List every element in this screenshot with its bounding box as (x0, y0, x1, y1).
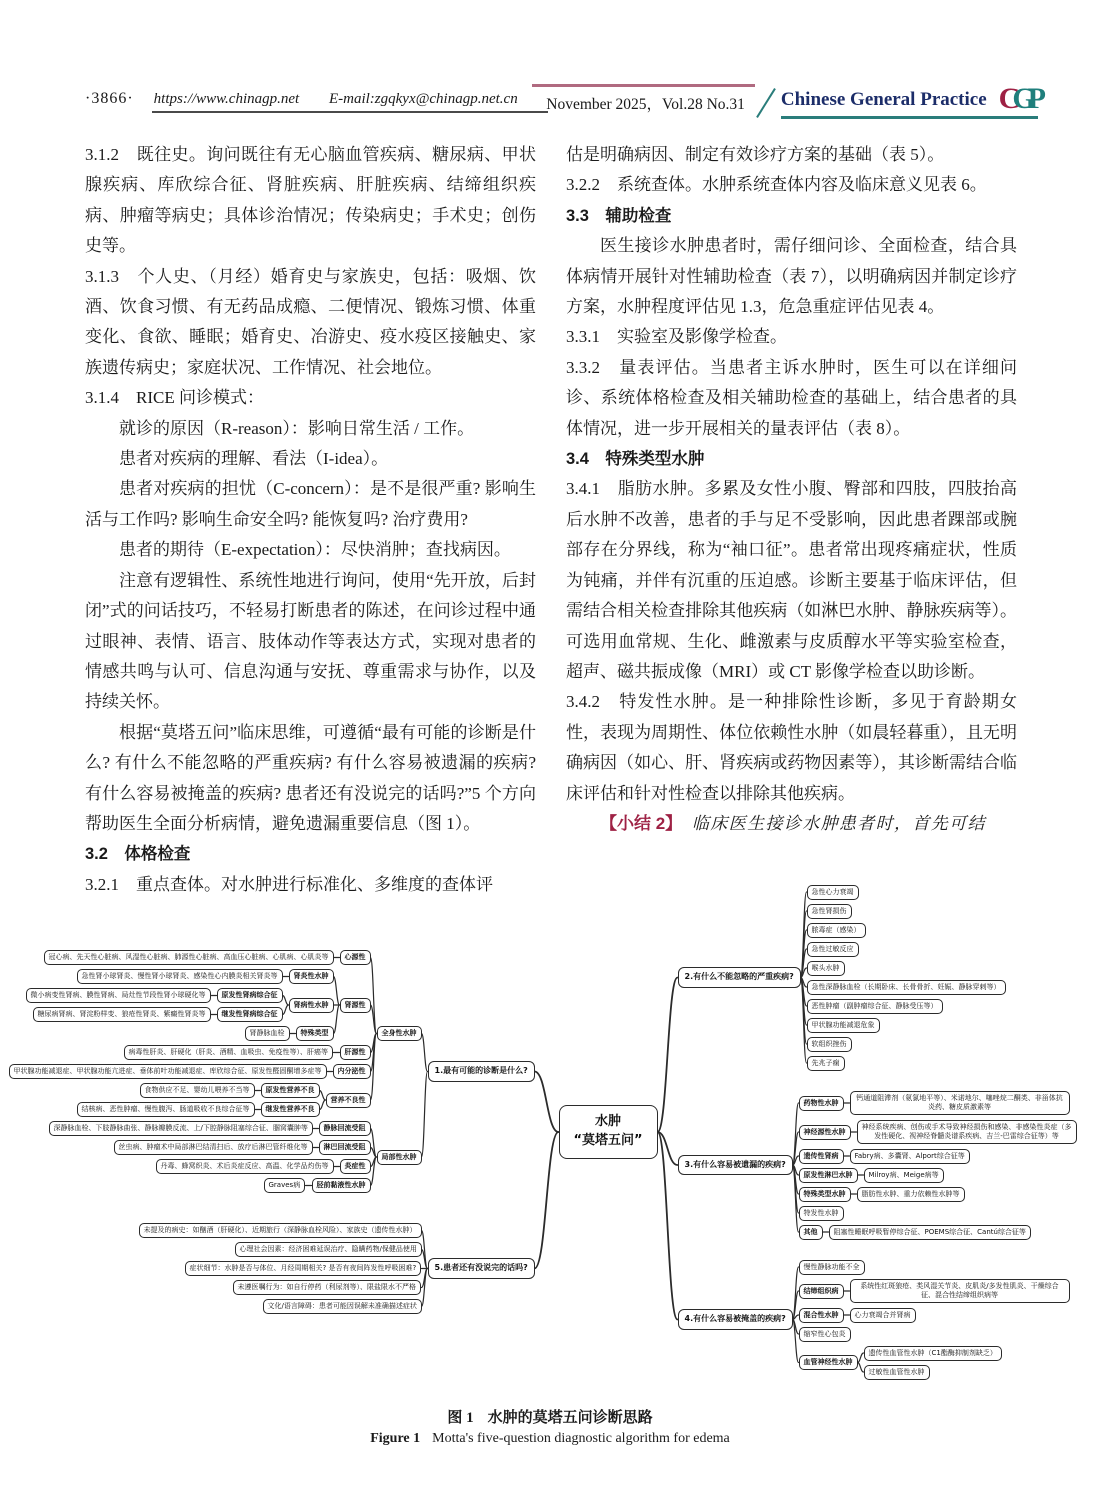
summary-text: 临床医生接诊水肿患者时，首先可结 (673, 813, 986, 833)
mindmap-center-line: “莫塔五问” (573, 1132, 643, 1148)
paragraph: 就诊的原因（R-reason）：影响日常生活 / 工作。 (119, 418, 475, 438)
figure-caption-zh-text: 水肿的莫塔五问诊断思路 (487, 1410, 653, 1426)
mindmap-category-node: 结缔组织病 (799, 1284, 844, 1299)
mindmap-leaf-node: 心理社会因素：经济困难延误治疗、隐瞒药物/保健品使用 (235, 1242, 422, 1257)
mindmap-leaf-node: 冠心病、先天性心脏病、风湿性心脏病、肺源性心脏病、高血压心脏病、心肌病、心肌炎等 (44, 950, 334, 965)
issue-info: November 2025，Vol.28 No.31 (532, 84, 755, 114)
mindmap-leaf-node: 遗传性血管性水肿（C1酯酶抑制剂缺乏） (864, 1346, 1002, 1361)
journal-logo-icon (999, 82, 1038, 115)
paragraph: 估是明确病因、制定有效诊疗方案的基础（表 5）。 (566, 145, 945, 164)
mindmap-category-node: 血管神经性水肿 (799, 1355, 858, 1370)
mindmap-leaf-node: 钙通道阻滞剂（氨氯地平等）、米诺地尔、噻唑烷二酮类、非甾体抗炎药、糖皮质激素等 (850, 1091, 1070, 1116)
mindmap-leaf-node: 系统性红斑狼疮、类风湿关节炎、皮肌炎/多发性肌炎、干燥综合征、混合性结缔组织病等 (850, 1279, 1070, 1304)
mindmap-category-node: 肝源性 (340, 1045, 371, 1060)
paragraph: 3.4.2 特发性水肿。是一种排除性诊断，多见于育龄期女性，表现为周期性、体位依赖性水肿（如晨轻暮重），且无明确病因（如心、肝、肾疾病或药物因素等），其诊断需结合临床评估和针对性检查以排除其他疾病。 (566, 692, 1017, 803)
mindmap-center-node (559, 1105, 658, 1159)
paragraph: 患者对疾病的理解、看法（I-idea）。 (119, 449, 389, 469)
journal-brand (781, 84, 1038, 119)
summary-label: 【小结 2】 (600, 813, 674, 833)
mindmap-category-node: 神经源性水肿 (799, 1125, 851, 1140)
mindmap-leaf-node: 软组织挫伤 (807, 1037, 852, 1052)
paragraph: 3.3.1 实验室及影像学检查。 (566, 327, 787, 347)
mindmap-category-node: 药物性水肿 (799, 1096, 844, 1111)
mindmap-leaf-node: 甲状腺功能减退危象 (807, 1018, 880, 1033)
mindmap-leaf-node: 急性深静脉血栓（长期卧床、长骨骨折、妊娠、静脉穿刺等） (807, 980, 1006, 995)
mindmap-leaf-node: 未提及的病史：如酗酒（肝硬化）、近期旅行（深静脉血栓风险）、家族史（遗传性水肿） (139, 1223, 422, 1238)
mindmap-leaf-node: 丝虫病、肿瘤术中局部淋巴结清扫后、放疗后淋巴管纤维化等 (114, 1140, 313, 1155)
mindmap-leaf-node: 心力衰竭合并肾病 (850, 1308, 916, 1323)
mindmap-category-node: 全身性水肿 (377, 1026, 422, 1041)
mindmap-leaf-node: 病毒性肝炎、肝硬化（肝炎、酒精、血吸虫、免疫性等）、肝癌等 (124, 1045, 334, 1060)
mindmap-leaf-node: 症状细节：水肿是否与体位、月经周期相关? 是否有夜间阵发性呼吸困难? (185, 1261, 422, 1276)
mindmap-category-node: 原发性营养不良 (261, 1083, 320, 1098)
mindmap-leaf-node: 恶性肿瘤（副肿瘤综合征、静脉受压等） (807, 999, 943, 1014)
mindmap-category-node: 局部性水肿 (377, 1150, 422, 1165)
paragraph: 3.2.2 系统查体。水肿系统查体内容及临床意义见表 6。 (566, 175, 987, 195)
figure-caption-zh-label: 图 1 (447, 1410, 474, 1426)
mindmap-category-node: 特殊类型 (296, 1026, 334, 1041)
divider-diagonal (756, 88, 776, 118)
mindmap-category-node: 心源性 (340, 950, 371, 965)
mindmap-category-node: 继发性肾病综合征 (217, 1007, 283, 1022)
mindmap-leaf-node: 特发性水肿 (799, 1206, 844, 1221)
header-links (152, 91, 548, 113)
paragraph: 3.4.1 脂肪水肿。多累及女性小腹、臀部和四肢，四肢抬高后水肿不改善，患者的手与足不受影响，因此患者踝部或腕部存在分界线，称为“袖口征”。患者常出现疼痛症状，性质为钝痛，并伴有沉重的压迫感。诊断主要基于临床评估，但需结合相关检查排除其他疾病（如淋巴水肿、静脉疾病等）。可选用血常规、生化、雌激素与皮质醇水平等实验室检查，超声、磁共振成像（MRI）或 CT 影像学检查以助诊断。 (566, 479, 1017, 681)
mindmap-leaf-node: 脂肪性水肿、重力依赖性水肿等 (857, 1187, 965, 1202)
mindmap-category-node: 淋巴回流受阻 (319, 1140, 371, 1155)
journal-url: https://www.chinagp.net (153, 91, 300, 107)
mindmap-category-node: 遗传性肾病 (799, 1149, 844, 1164)
mindmap-leaf-node: 未遵医嘱行为：如自行停药（利尿剂等）、限盐限水不严格 (233, 1280, 422, 1295)
mindmap-leaf-node: 急性过敏反应 (807, 942, 859, 957)
mindmap-question-node: 2.有什么不能忽略的严重疾病? (678, 967, 801, 988)
mindmap-leaf-node: 急性心力衰竭 (807, 885, 859, 900)
mindmap-category-node: 继发性营养不良 (261, 1102, 320, 1117)
mindmap-leaf-node: 喉头水肿 (807, 961, 845, 976)
paragraph: 患者对疾病的担忧（C-concern）：是不是很严重? 影响生活与工作吗? 影响生命安全吗? 能恢复吗? 治疗费用? (85, 479, 536, 529)
logo-letter-c: C (998, 82, 1013, 115)
paragraph: 3.3.2 量表评估。当患者主诉水肿时，医生可以在详细问诊、系统体格检查及相关辅助检查的基础上，结合患者的具体情况，进一步开展相关的量表评估（表 8）。 (566, 357, 1017, 438)
paragraph: 3.2.1 重点查体。对水肿进行标准化、多维度的查体评 (85, 874, 493, 894)
article-body (85, 140, 1017, 900)
mindmap-category-node: 静脉回流受阻 (319, 1121, 371, 1136)
mindmap-category-node: 肾源性 (340, 998, 371, 1013)
mindmap-leaf-node: Fabry病、多囊肾、Alport综合征等 (850, 1149, 970, 1164)
mindmap-leaf-node: 缩窄性心包炎 (799, 1327, 851, 1342)
mindmap-leaf-node: 微小病变性肾病、膜性肾病、局灶性节段性肾小球硬化等 (26, 988, 211, 1003)
figure-caption-en-label: Figure 1 (370, 1431, 421, 1446)
mindmap-leaf-node: Graves病 (264, 1178, 306, 1193)
paragraph: 3.1.2 既往史。询问既往有无心脑血管疾病、糖尿病、甲状腺疾病、库欣综合征、肾脏疾病、肝脏疾病、结缔组织疾病、肿瘤等病史；具体诊治情况；传染病史；手术史；创伤史等。 (85, 145, 536, 256)
mindmap-center-line: 水肿 (595, 1114, 622, 1129)
paragraph: 医生接诊水肿患者时，需仔细问诊、全面检查，结合具体病情开展针对性辅助检查（表 7），以明确病因并制定诊疗方案，水肿程度评估见 1.3，危急重症评估见表 4。 (566, 236, 1017, 317)
mindmap-category-node: 混合性水肿 (799, 1308, 844, 1323)
mindmap-leaf-node: 深静脉血栓、下肢静脉曲张、静脉瓣膜反流、上/下腔静脉阻塞综合征、腘窝囊肿等 (49, 1121, 313, 1136)
mindmap-question-node: 4.有什么容易被掩盖的疾病? (678, 1309, 793, 1330)
mindmap-category-node: 炎症性 (340, 1159, 371, 1174)
mindmap-category-node: 胫前黏液性水肿 (312, 1178, 371, 1193)
mindmap-leaf-node: Milroy病、Meige病等 (864, 1168, 944, 1183)
figure-mindmap (10, 870, 1090, 1400)
figure-1 (10, 870, 1090, 1447)
mindmap-leaf-node: 阻塞性睡眠呼吸暂停综合征、POEMS综合征、Cantú综合征等 (829, 1225, 1031, 1240)
mindmap-question-node: 1.最有可能的诊断是什么? (428, 1061, 535, 1082)
mindmap-category-node: 营养不良性 (326, 1093, 371, 1108)
mindmap-category-node: 原发性淋巴水肿 (799, 1168, 858, 1183)
mindmap-leaf-node: 食物供应不足、婴幼儿喂养不当等 (140, 1083, 255, 1098)
mindmap-question-node: 3.有什么容易被遗漏的疾病? (678, 1155, 793, 1176)
mindmap-leaf-node: 甲状腺功能减退症、甲状腺功能亢进症、垂体前叶功能减退症、库欣综合征、原发性醛固酮增多症等 (9, 1064, 327, 1079)
journal-email: E-mail:zgqkyx@chinagp.net.cn (328, 91, 518, 107)
mindmap-category-node: 肾病性水肿 (289, 998, 334, 1013)
paragraph: 根据“莫塔五问”临床思维，可遵循“最有可能的诊断是什么? 有什么不能忽略的严重疾病? 有什么容易被遗漏的疾病? 有什么容易被掩盖的疾病? 患者还有没说完的话吗?”5 个方向帮助医生全面分析病情，避免遗漏重要信息（图 1）。 (85, 722, 536, 833)
mindmap-leaf-node: 过敏性血管性水肿 (864, 1365, 930, 1380)
logo-letter-g: G (1012, 82, 1028, 115)
mindmap-leaf-node: 肾静脉血栓 (245, 1026, 290, 1041)
summary-paragraph (566, 809, 1017, 839)
section-heading: 3.2 体格检查 (85, 845, 191, 864)
mindmap-category-node: 特殊类型水肿 (799, 1187, 851, 1202)
paragraph: 3.1.4 RICE 问诊模式： (85, 388, 264, 408)
mindmap-question-node: 5.患者还有没说完的话吗? (428, 1258, 535, 1279)
logo-letter-p: P (1027, 82, 1038, 115)
mindmap-leaf-node: 神经系统疾病、创伤或手术导致神经损伤和感染、非感染性炎症（多发性硬化、视神经脊髓炎谱系疾病、吉兰-巴雷综合征等）等 (857, 1120, 1077, 1145)
mindmap-leaf-node: 急性肾小球肾炎、慢性肾小球肾炎、感染性心内膜炎相关肾炎等 (77, 969, 283, 984)
section-heading: 3.3 辅助检查 (566, 206, 672, 225)
paragraph: 患者的期待（E-expectation）：尽快消肿；查找病因。 (119, 540, 511, 560)
page-header (85, 84, 1038, 126)
mindmap-leaf-node: 先兆子痫 (807, 1056, 845, 1071)
mindmap-category-node: 内分泌性 (333, 1064, 371, 1079)
mindmap-leaf-node: 糖尿病肾病、肾淀粉样变、狼疮性肾炎、紫癜性肾炎等 (33, 1007, 211, 1022)
page-number: ·3866· (85, 90, 134, 107)
journal-name: Chinese General Practice (780, 89, 987, 110)
section-heading: 3.4 特殊类型水肿 (566, 450, 705, 469)
left-column (85, 140, 536, 900)
figure-caption-en-text: Motta's five-question diagnostic algorithm for edema (432, 1431, 730, 1446)
mindmap-category-node: 其他 (799, 1225, 823, 1240)
paragraph: 3.1.3 个人史、（月经）婚育史与家族史，包括：吸烟、饮酒、饮食习惯、有无药品成瘾、二便情况、锻炼习惯、体重变化、食欲、睡眠；婚育史、冶游史、疫水疫区接触史、家族遗传病史；家庭状况、工作情况、社会地位。 (85, 266, 536, 377)
mindmap-category-node: 原发性肾病综合征 (217, 988, 283, 1003)
mindmap-leaf-node: 丹毒、蜂窝织炎、术后炎症反应、高温、化学品灼伤等 (156, 1159, 334, 1174)
mindmap-leaf-node: 慢性静脉功能不全 (799, 1260, 865, 1275)
right-column (566, 140, 1017, 900)
mindmap-leaf-node: 脓毒症（感染） (807, 923, 866, 938)
header-left (85, 90, 548, 113)
mindmap-leaf-node: 文化/语言障碍：患者可能因误解未准确描述症状 (263, 1299, 422, 1314)
paragraph: 注意有逻辑性、系统性地进行询问，使用“先开放，后封闭”式的问话技巧，不轻易打断患者的陈述，在问诊过程中通过眼神、表情、语言、肢体动作等表达方式，实现对患者的情感共鸣与认可、信息沟通与安抚、尊重需求与协作，以及持续关怀。 (85, 570, 536, 712)
mindmap-leaf-node: 结核病、恶性肿瘤、慢性腹泻、肠道吸收不良综合征等 (77, 1102, 255, 1117)
figure-caption (10, 1406, 1090, 1447)
mindmap-category-node: 肾炎性水肿 (289, 969, 334, 984)
mindmap-leaf-node: 急性肾损伤 (807, 904, 852, 919)
header-right (532, 84, 1038, 124)
